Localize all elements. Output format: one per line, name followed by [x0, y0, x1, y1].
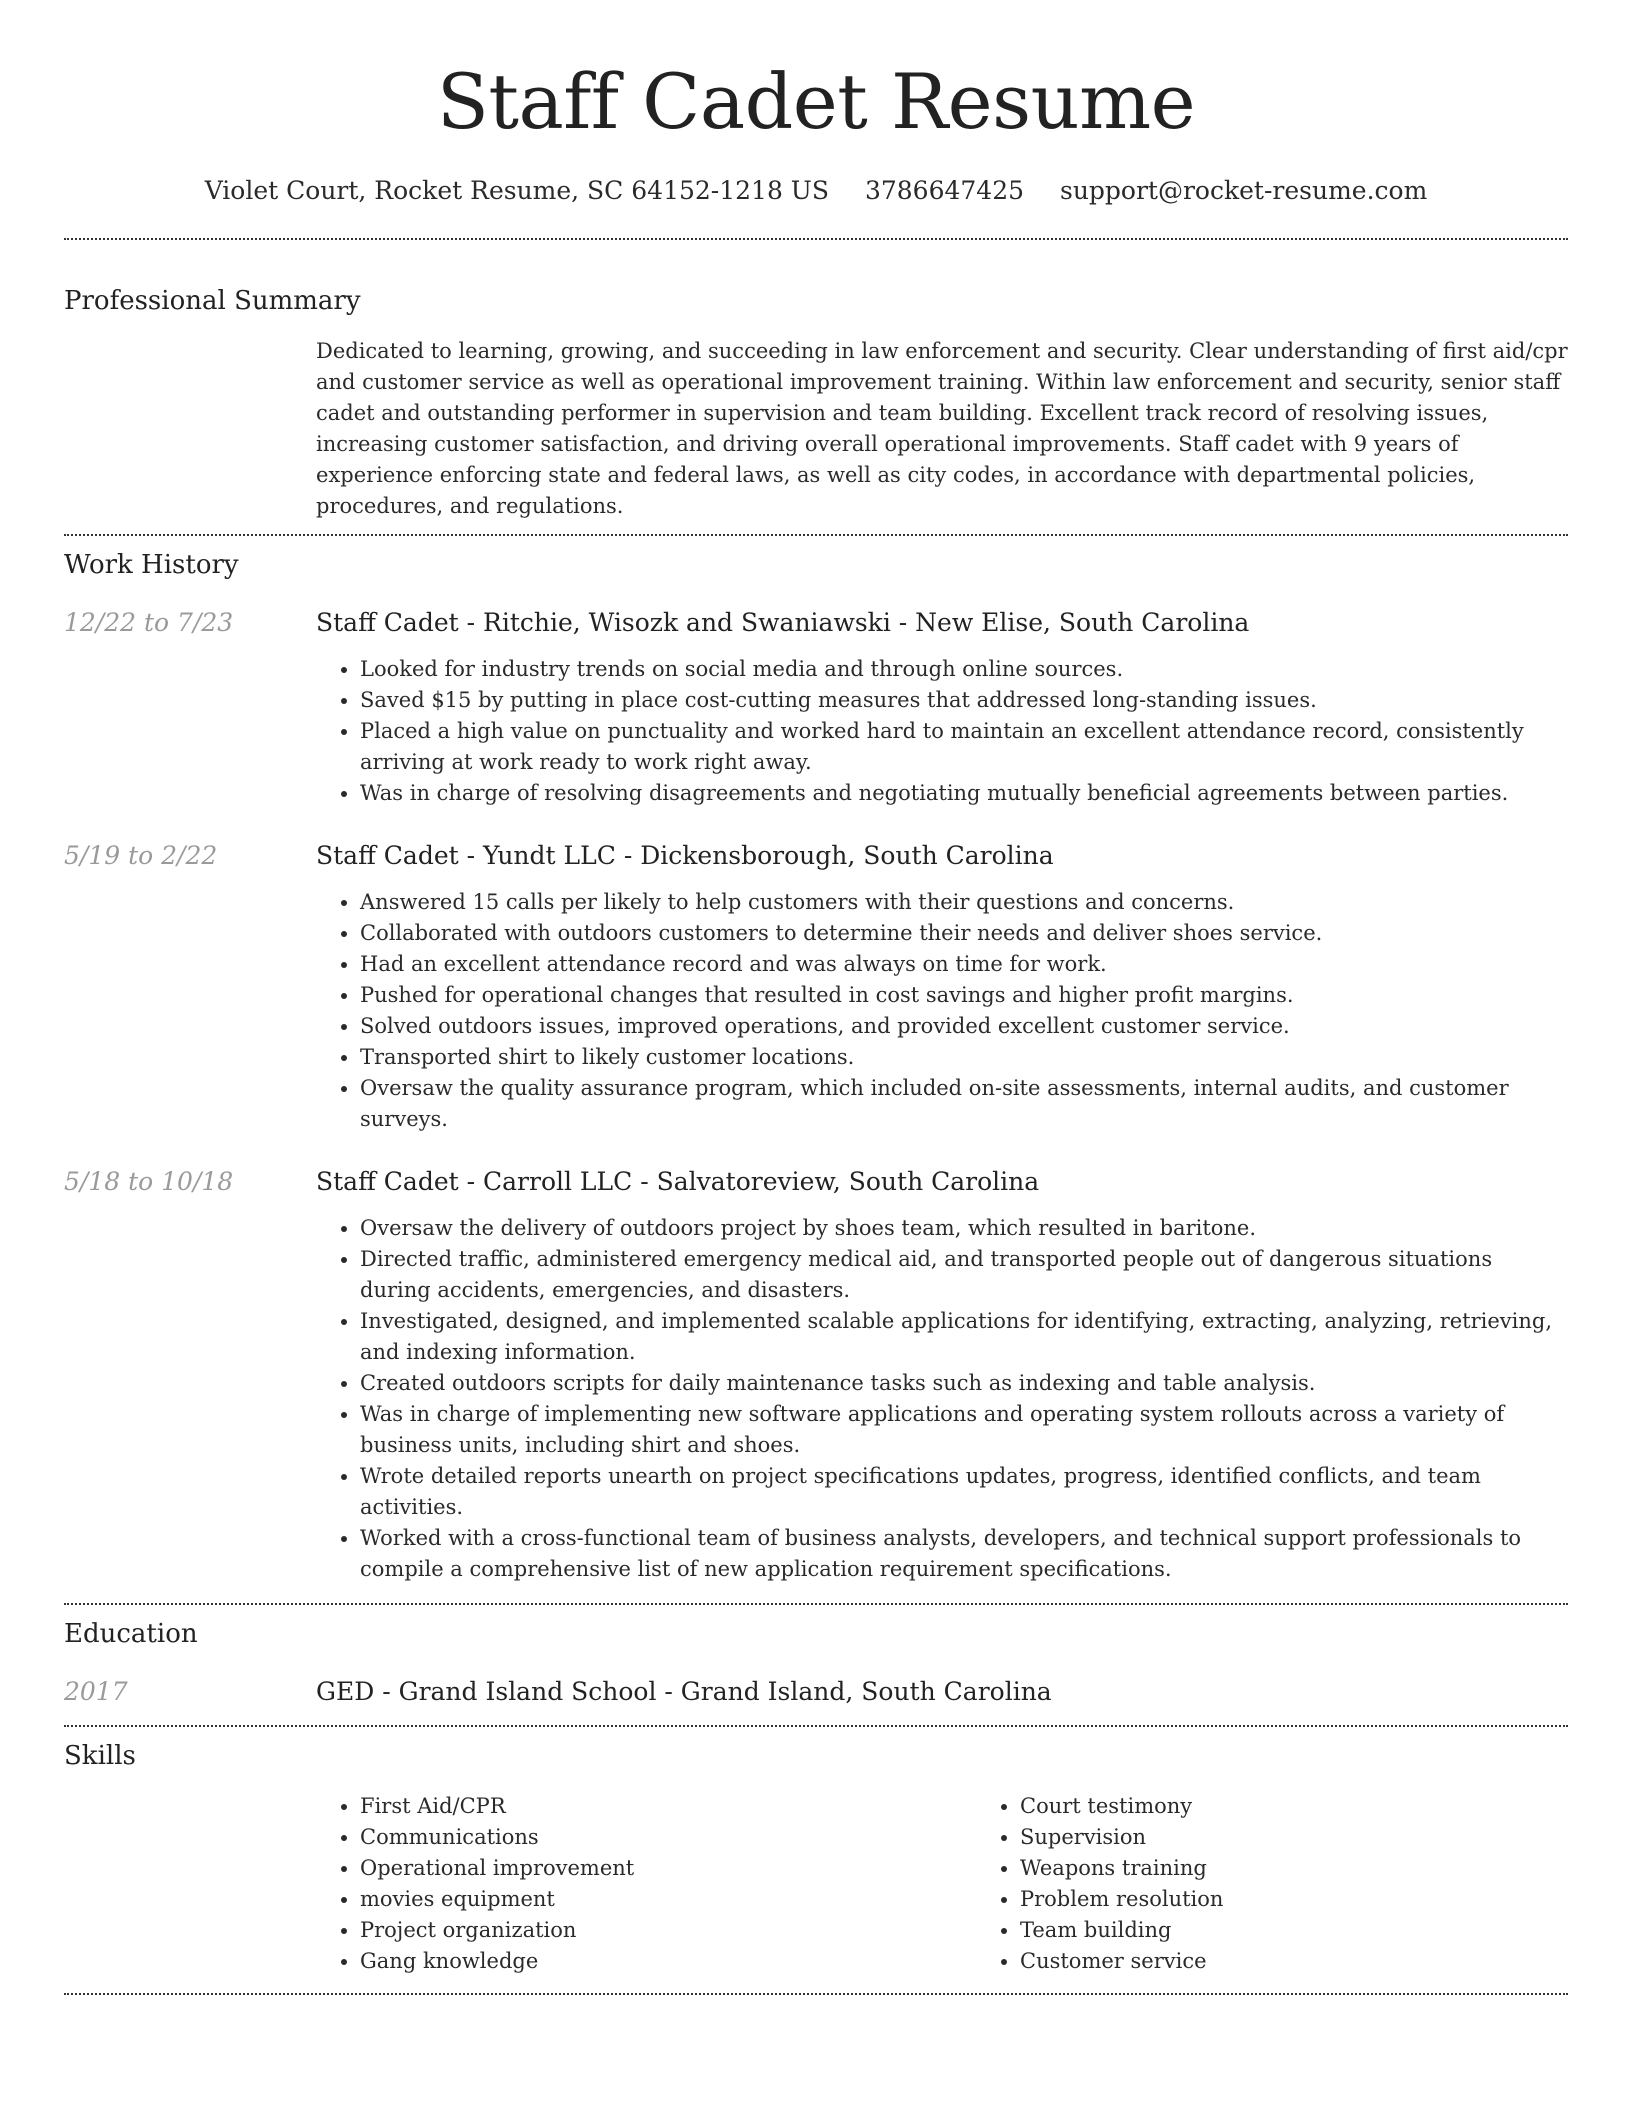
contact-line	[64, 174, 1568, 208]
skills-list-left	[316, 1791, 976, 1977]
skill-item: • Operational improvement	[360, 1853, 976, 1884]
skill-item: • Weapons training	[1020, 1853, 1632, 1884]
job-dates: 5/18 to 10/18	[64, 1167, 234, 1196]
skill-item: • First Aid/CPR	[360, 1791, 976, 1822]
list-item: • Was in charge of resolving disagreements and negotiating mutually beneficial agreements between parties.	[360, 778, 1568, 809]
contact-email: support@rocket-resume.com	[1059, 176, 1428, 205]
list-item: • Had an excellent attendance record and was always on time for work.	[360, 949, 1568, 980]
summary-section	[64, 240, 1568, 534]
education-section	[64, 1605, 1568, 1725]
list-item: • Placed a high value on punctuality and worked hard to maintain an excellent attendance record, consistently arriving at work ready to work right away.	[360, 716, 1568, 778]
job-bullets	[316, 887, 1568, 1135]
job-title: Staff Cadet - Yundt LLC - Dickensborough, South Carolina	[316, 841, 1054, 870]
list-item: • Transported shirt to likely customer locations.	[360, 1042, 1568, 1073]
job-dates: 5/19 to 2/22	[64, 841, 218, 870]
list-item: • Oversaw the delivery of outdoors project by shoes team, which resulted in baritone.	[360, 1213, 1568, 1244]
job-entry	[64, 606, 1568, 809]
contact-phone: 3786647425	[864, 176, 1025, 205]
list-item: • Investigated, designed, and implemented scalable applications for identifying, extracting, analyzing, retrieving, and indexing information.	[360, 1306, 1568, 1368]
education-year: 2017	[64, 1677, 128, 1706]
list-item: • Solved outdoors issues, improved operations, and provided excellent customer service.	[360, 1011, 1568, 1042]
education-entry	[64, 1675, 1568, 1709]
contact-address: Violet Court, Rocket Resume, SC 64152-1218 US	[204, 176, 830, 205]
list-item: • Worked with a cross-functional team of business analysts, developers, and technical support professionals to compile a comprehensive list of new application requirement specifications.	[360, 1523, 1568, 1585]
skill-item: • Problem resolution	[1020, 1884, 1632, 1915]
list-item: • Oversaw the quality assurance program, which included on-site assessments, internal audits, and customer surveys.	[360, 1073, 1568, 1135]
job-entry	[64, 839, 1568, 1135]
skill-item: • Customer service	[1020, 1946, 1632, 1977]
list-item: • Wrote detailed reports unearth on project specifications updates, progress, identified conflicts, and team activities.	[360, 1461, 1568, 1523]
work-history-section	[64, 536, 1568, 1603]
list-item: • Pushed for operational changes that resulted in cost savings and higher profit margins.	[360, 980, 1568, 1011]
resume-title: Staff Cadet Resume	[436, 57, 1196, 146]
skill-item: • Communications	[360, 1822, 976, 1853]
skill-item: • Supervision	[1020, 1822, 1632, 1853]
list-item: • Saved $15 by putting in place cost-cutting measures that addressed long-standing issues.	[360, 685, 1568, 716]
job-title: Staff Cadet - Carroll LLC - Salvatoreview, South Carolina	[316, 1167, 1040, 1196]
job-entry	[64, 1165, 1568, 1585]
education-degree: GED - Grand Island School - Grand Island, South Carolina	[316, 1677, 1052, 1706]
summary-text: Dedicated to learning, growing, and succeeding in law enforcement and security. Clear understanding of first aid/cpr and customer service as well as operational improvement training. Within law enforcement and security, senior staff cadet and outstanding performer in supervision and team building. Excellent track record of resolving issues, increasing customer satisfaction, and driving overall operational improvements. Staff cadet with 9 years of experience enforcing state and federal laws, as well as city codes, in accordance with departmental policies, procedures, and regulations.	[316, 339, 1568, 518]
job-bullets	[316, 654, 1568, 809]
list-item: • Created outdoors scripts for daily maintenance tasks such as indexing and table analysis.	[360, 1368, 1568, 1399]
list-item: • Was in charge of implementing new software applications and operating system rollouts across a variety of business units, including shirt and shoes.	[360, 1399, 1568, 1461]
skills-heading: Skills	[64, 1741, 136, 1771]
list-item: • Answered 15 calls per likely to help customers with their questions and concerns.	[360, 887, 1568, 918]
skills-list-right	[976, 1791, 1632, 1977]
list-item: • Directed traffic, administered emergency medical aid, and transported people out of dangerous situations during accidents, emergencies, and disasters.	[360, 1244, 1568, 1306]
job-title: Staff Cadet - Ritchie, Wisozk and Swaniawski - New Elise, South Carolina	[316, 608, 1250, 637]
job-dates: 12/22 to 7/23	[64, 608, 234, 637]
skill-item: • Project organization	[360, 1915, 976, 1946]
education-heading: Education	[64, 1619, 198, 1649]
skill-item: • Team building	[1020, 1915, 1632, 1946]
skill-item: • Court testimony	[1020, 1791, 1632, 1822]
skill-item: • movies equipment	[360, 1884, 976, 1915]
section-divider	[64, 1993, 1568, 1995]
skills-section	[64, 1727, 1568, 1993]
list-item: • Looked for industry trends on social media and through online sources.	[360, 654, 1568, 685]
summary-heading: Professional Summary	[64, 286, 361, 316]
work-history-heading: Work History	[64, 550, 239, 580]
job-bullets	[316, 1213, 1568, 1585]
list-item: • Collaborated with outdoors customers to determine their needs and deliver shoes service.	[360, 918, 1568, 949]
skill-item: • Gang knowledge	[360, 1946, 976, 1977]
